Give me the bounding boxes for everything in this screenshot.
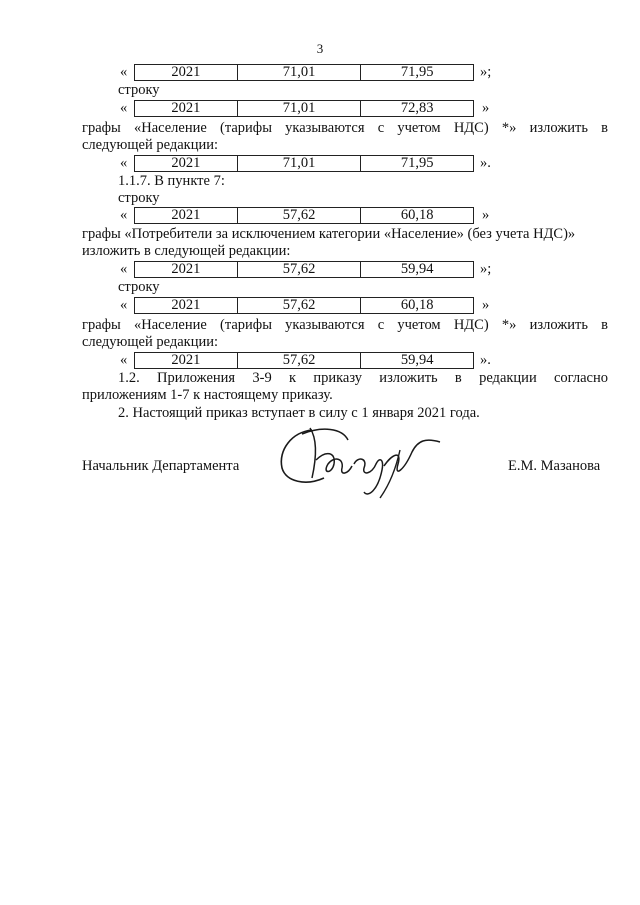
paragraph-line: графы «Население (тарифы указываются с учетом НДС) *» изложить в [82, 120, 608, 136]
cell-value-1: 71,01 [237, 65, 361, 80]
cell-year: 2021 [134, 262, 237, 277]
signatory-position: Начальник Департамента [82, 458, 240, 474]
table-row [134, 352, 474, 369]
paragraph-line: следующей редакции: [82, 137, 219, 153]
open-quote: « [120, 100, 128, 116]
table-row [134, 207, 474, 224]
table-row [134, 64, 474, 81]
open-quote: « [120, 352, 128, 368]
close-quote: »; [480, 261, 492, 277]
cell-value-2: 72,83 [360, 101, 473, 116]
cell-value-1: 71,01 [237, 156, 361, 171]
cell-year: 2021 [134, 65, 237, 80]
open-quote: « [120, 207, 128, 223]
open-quote: « [120, 261, 128, 277]
paragraph-line: приложениям 1-7 к настоящему приказу. [82, 387, 333, 403]
cell-value-1: 57,62 [237, 208, 361, 223]
close-quote: » [482, 297, 490, 313]
paragraph-line: графы «Население (тарифы указываются с учетом НДС) *» изложить в [82, 317, 608, 333]
handwritten-signature [272, 420, 442, 500]
table-row [134, 100, 474, 117]
close-quote: »; [480, 64, 492, 80]
paragraph-line: следующей редакции: [82, 334, 219, 350]
table-row [134, 155, 474, 172]
page-number: 3 [316, 41, 324, 56]
cell-value-2: 60,18 [360, 208, 473, 223]
close-quote: ». [480, 155, 491, 171]
cell-value-2: 60,18 [360, 298, 473, 313]
cell-value-1: 57,62 [237, 262, 361, 277]
cell-year: 2021 [134, 101, 237, 116]
close-quote: » [482, 100, 490, 116]
paragraph-line: изложить в следующей редакции: [82, 243, 291, 259]
cell-value-2: 71,95 [360, 156, 473, 171]
cell-value-1: 71,01 [237, 101, 361, 116]
open-quote: « [120, 155, 128, 171]
paragraph-line: 1.2. Приложения 3-9 к приказу изложить в редакции согласно [118, 370, 608, 386]
cell-value-2: 59,94 [360, 353, 473, 368]
cell-value-2: 71,95 [360, 65, 473, 80]
cell-year: 2021 [134, 298, 237, 313]
open-quote: « [120, 64, 128, 80]
open-quote: « [120, 297, 128, 313]
paragraph-line: графы «Потребители за исключением категории «Население» (без учета НДС)» [82, 226, 576, 242]
close-quote: ». [480, 352, 491, 368]
cell-value-2: 59,94 [360, 262, 473, 277]
cell-value-1: 57,62 [237, 298, 361, 313]
signatory-name: Е.М. Мазанова [508, 458, 601, 474]
table-row [134, 261, 474, 278]
label-stroku: строку [118, 279, 160, 295]
cell-year: 2021 [134, 208, 237, 223]
item-heading: 1.1.7. В пункте 7: [118, 173, 225, 189]
label-stroku: строку [118, 82, 160, 98]
cell-year: 2021 [134, 353, 237, 368]
close-quote: » [482, 207, 490, 223]
cell-value-1: 57,62 [237, 353, 361, 368]
label-stroku: строку [118, 190, 160, 206]
cell-year: 2021 [134, 156, 237, 171]
paragraph-line: 2. Настоящий приказ вступает в силу с 1 января 2021 года. [118, 405, 480, 421]
table-row [134, 297, 474, 314]
